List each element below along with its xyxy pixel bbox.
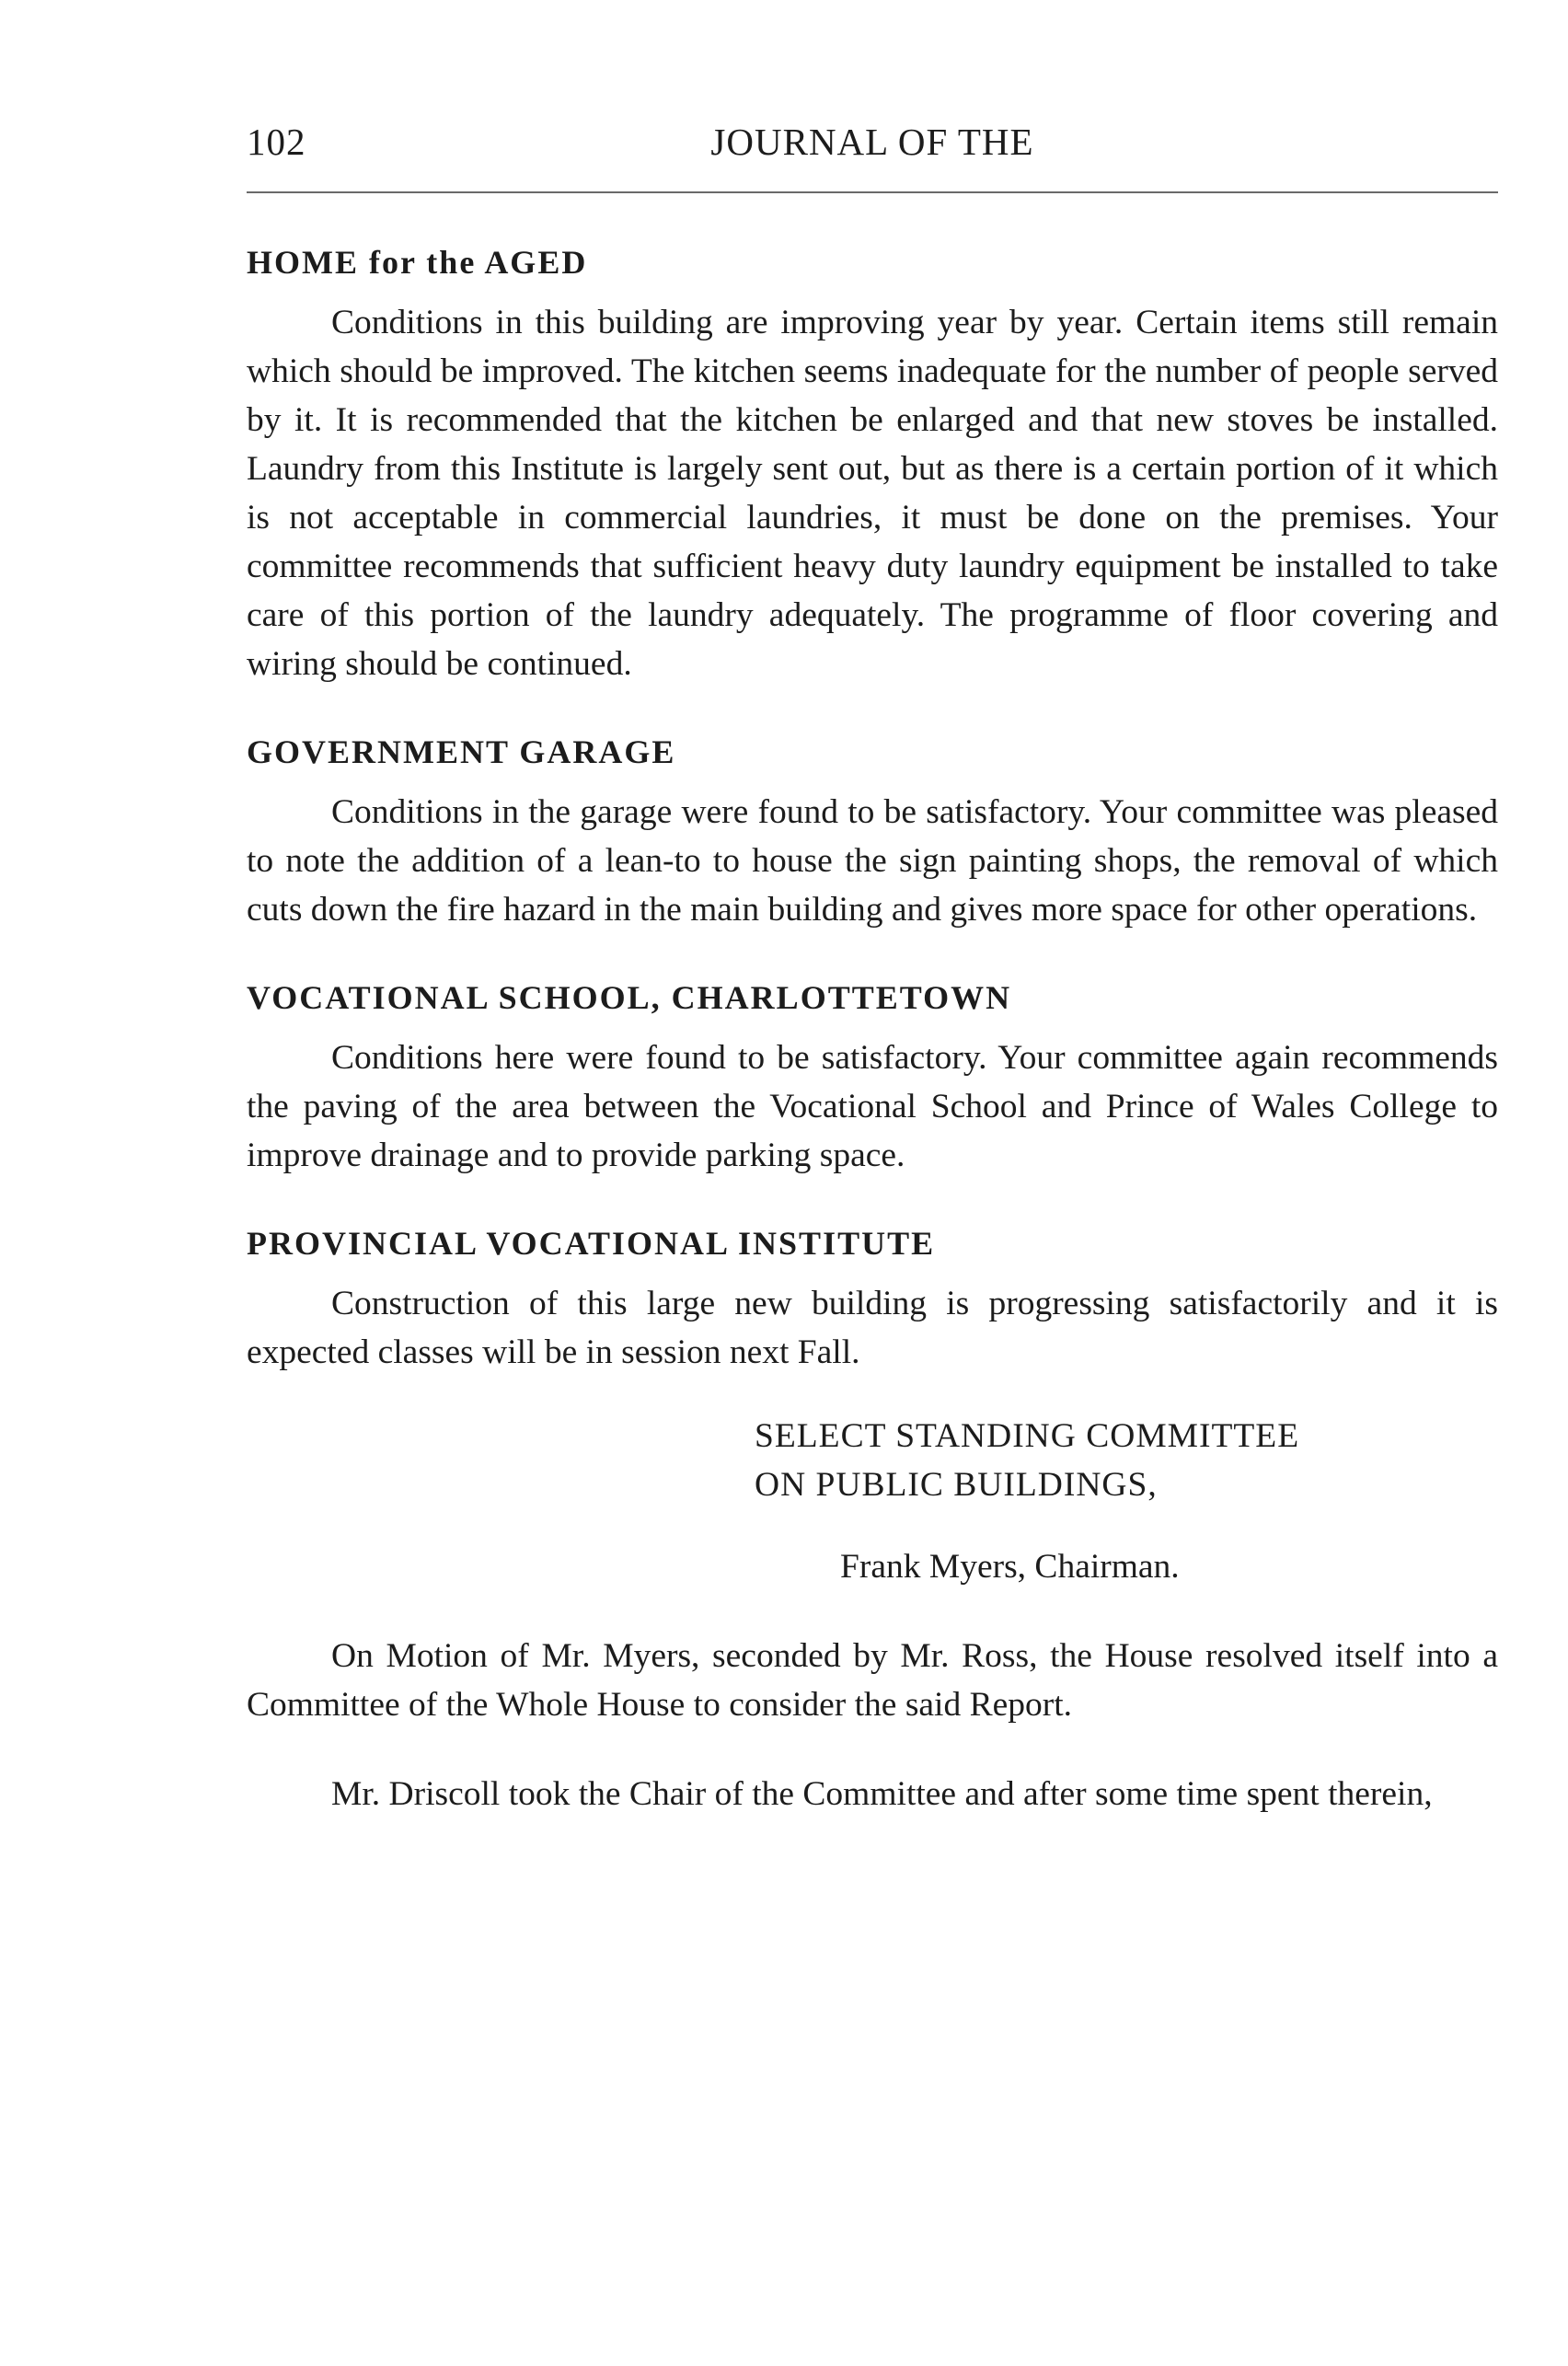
page-number: 102 xyxy=(247,121,306,163)
section-heading-home-for-the-aged: HOME for the AGED xyxy=(247,244,588,281)
section-heading-government-garage: GOVERNMENT GARAGE xyxy=(247,733,676,770)
section-text-vocational-school: Conditions here were found to be satisfactory. Your committee again recommends the paving of the area between the Vocational School and Prince of Wales College to improve drainage and to provide parking space. xyxy=(247,1039,1498,1174)
section-text-home-for-the-aged: Conditions in this building are improving year by year. Certain items still remain which should be improved. The kitchen seems inadequate for the number of people served by it. It is recommended that the kitchen be enlarged and that new stoves be installed. Laundry from this Institute is largely sent out, but as there is a certain portion of it which is not acceptable in commercial laundries, it must be done on the premises. Your committee recommends that sufficient heavy duty laundry equipment be installed to take care of this portion of the laundry adequately. The programme of floor covering and wiring should be continued. xyxy=(247,304,1498,683)
page-header xyxy=(247,120,1498,177)
running-head: JOURNAL OF THE xyxy=(710,121,1034,163)
chair-paragraph: Mr. Driscoll took the Chair of the Committee and after some time spent therein, xyxy=(331,1775,1433,1813)
committee-name-line-1: SELECT STANDING COMMITTEE xyxy=(755,1417,1300,1455)
section-text-provincial-vocational-institute: Construction of this large new building is progressing satisfactorily and it is expected classes will be in session next Fall. xyxy=(247,1285,1498,1371)
motion-paragraph: On Motion of Mr. Myers, seconded by Mr. Ross, the House resolved itself into a Committee of the Whole House to consider the said Report. xyxy=(247,1637,1498,1724)
committee-name-line-2: ON PUBLIC BUILDINGS, xyxy=(755,1466,1158,1504)
chairman-signature: Frank Myers, Chairman. xyxy=(840,1548,1180,1586)
committee-signature-block xyxy=(755,1412,1498,1509)
journal-page xyxy=(247,120,1498,1818)
section-text-government-garage: Conditions in the garage were found to be satisfactory. Your committee was pleased to note the addition of a lean-to to house the sign painting shops, the removal of which cuts down the fire hazard in the main building and gives more space for other operations. xyxy=(247,793,1498,929)
section-heading-vocational-school: VOCATIONAL SCHOOL, CHARLOTTETOWN xyxy=(247,979,1012,1016)
section-heading-provincial-vocational-institute: PROVINCIAL VOCATIONAL INSTITUTE xyxy=(247,1225,936,1262)
header-rule xyxy=(247,191,1498,193)
